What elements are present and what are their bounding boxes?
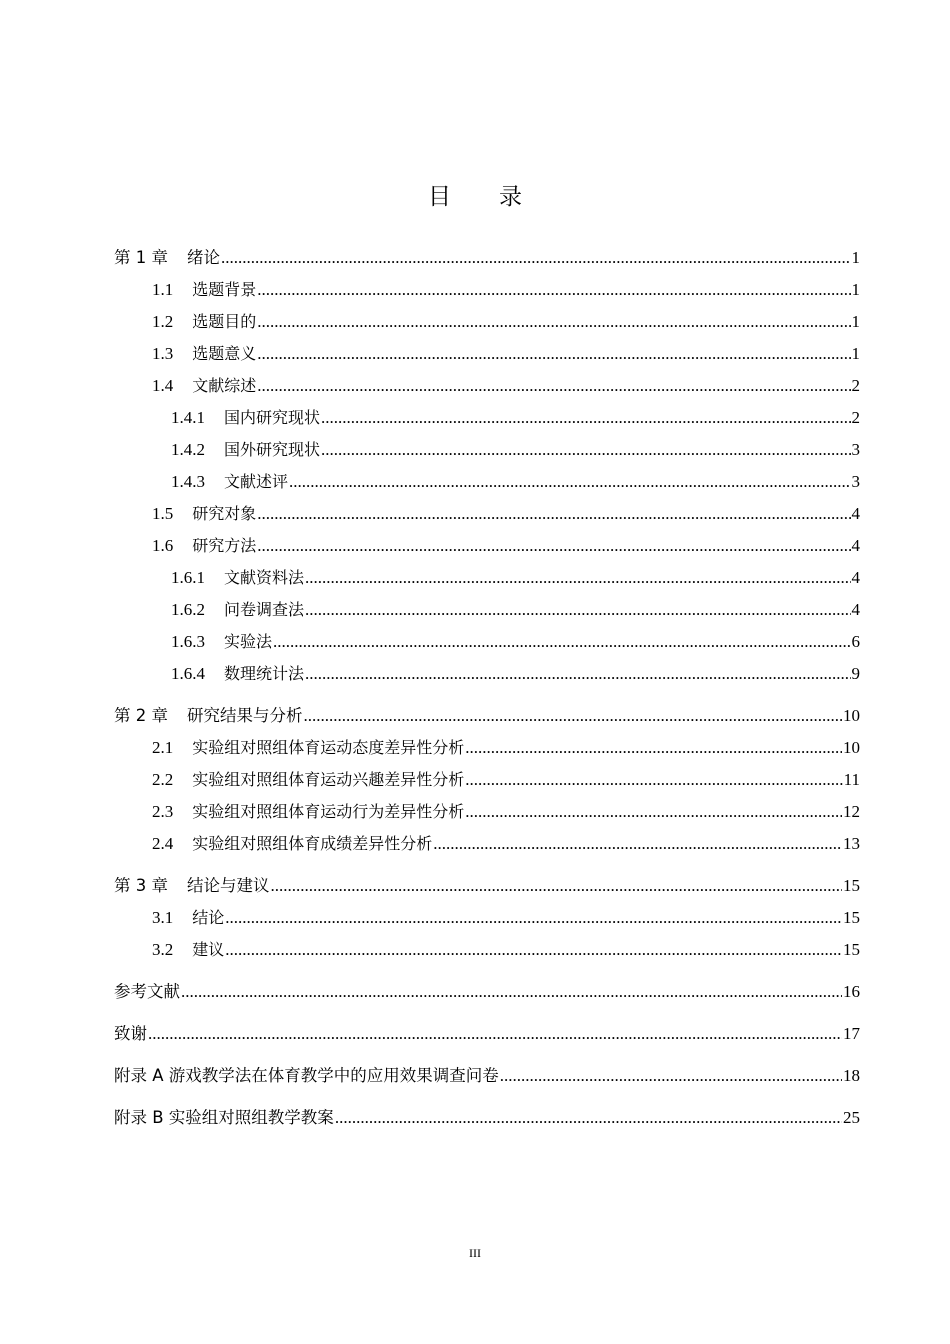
toc-entry-page: 2: [851, 376, 860, 395]
table-of-contents: [114, 242, 860, 1134]
toc-entry-number: 第 1 章: [114, 248, 168, 267]
toc-dot-leader: [271, 870, 843, 902]
toc-title: 目录: [428, 184, 570, 210]
toc-entry-number: 3.2: [152, 940, 174, 959]
toc-entry-number: 1.6.1: [171, 568, 205, 587]
toc-entry-page: 13: [843, 834, 860, 853]
toc-entry-title: 附录 A 游戏教学法在体育教学中的应用效果调查问卷: [114, 1066, 499, 1085]
toc-entry-number: 1.4.1: [171, 408, 205, 427]
toc-dot-leader: [465, 796, 842, 828]
toc-entry-page: 1: [851, 280, 860, 299]
toc-entry-title: 实验组对照组体育运动态度差异性分析: [192, 738, 465, 757]
toc-entry-page: 17: [843, 1024, 860, 1043]
toc-entry-page: 10: [843, 738, 860, 757]
toc-entry-number: 1.1: [152, 280, 174, 299]
toc-entry[interactable]: [114, 1060, 860, 1092]
toc-entry-number: 1.4: [152, 376, 174, 395]
toc-dot-leader: [273, 626, 850, 658]
toc-entry-page: 1: [851, 312, 860, 331]
toc-dot-leader: [257, 530, 850, 562]
toc-entry[interactable]: [114, 870, 860, 902]
toc-entry-title: 实验组对照组体育成绩差异性分析: [192, 834, 433, 853]
toc-entry[interactable]: [114, 562, 860, 594]
toc-entry-page: 15: [843, 876, 860, 895]
toc-entry[interactable]: [114, 530, 860, 562]
page-number: III: [469, 1246, 481, 1260]
toc-dot-leader: [321, 402, 850, 434]
toc-entry-page: 16: [843, 982, 860, 1001]
toc-entry-title: 问卷调查法: [224, 600, 305, 619]
toc-dot-leader: [305, 562, 850, 594]
toc-entry-number: 1.6.3: [171, 632, 205, 651]
toc-entry-page: 3: [851, 472, 860, 491]
toc-entry[interactable]: [114, 274, 860, 306]
toc-entry-number: 1.6: [152, 536, 174, 555]
toc-entry-page: 18: [843, 1066, 860, 1085]
toc-entry-title: 国外研究现状: [224, 440, 321, 459]
toc-entry[interactable]: [114, 828, 860, 860]
toc-entry-number: 1.4.3: [171, 472, 205, 491]
toc-entry-page: 2: [851, 408, 860, 427]
toc-dot-leader: [257, 338, 850, 370]
toc-entry-title: 选题意义: [192, 344, 257, 363]
toc-dot-leader: [225, 934, 842, 966]
toc-dot-leader: [304, 700, 843, 732]
toc-entry-page: 1: [851, 248, 860, 267]
toc-dot-leader: [148, 1018, 842, 1050]
toc-dot-leader: [181, 976, 842, 1008]
toc-entry[interactable]: [114, 594, 860, 626]
toc-entry-page: 6: [851, 632, 860, 651]
toc-entry-number: 2.1: [152, 738, 174, 757]
toc-dot-leader: [289, 466, 850, 498]
toc-entry-title: 数理统计法: [224, 664, 305, 683]
toc-entry[interactable]: [114, 732, 860, 764]
toc-entry-page: 9: [851, 664, 860, 683]
toc-entry[interactable]: [114, 498, 860, 530]
toc-dot-leader: [257, 274, 850, 306]
toc-entry-title: 实验法: [224, 632, 273, 651]
toc-entry-title: 绪论: [187, 248, 220, 267]
toc-entry-number: 1.3: [152, 344, 174, 363]
toc-entry[interactable]: [114, 902, 860, 934]
toc-entry-title: 实验组对照组体育运动行为差异性分析: [192, 802, 465, 821]
toc-entry-page: 4: [851, 536, 860, 555]
toc-entry[interactable]: [114, 700, 860, 732]
toc-dot-leader: [257, 370, 850, 402]
toc-entry-title: 附录 B 实验组对照组教学教案: [114, 1108, 334, 1127]
toc-entry-title: 实验组对照组体育运动兴趣差异性分析: [192, 770, 465, 789]
toc-entry-title: 选题背景: [192, 280, 257, 299]
toc-entry-title: 建议: [192, 940, 225, 959]
toc-entry-page: 15: [843, 908, 860, 927]
toc-entry[interactable]: [114, 1102, 860, 1134]
toc-entry-page: 4: [851, 568, 860, 587]
toc-entry-page: 25: [843, 1108, 860, 1127]
toc-entry-page: 4: [851, 504, 860, 523]
toc-entry[interactable]: [114, 658, 860, 690]
toc-dot-leader: [500, 1060, 842, 1092]
toc-entry-title: 研究方法: [192, 536, 257, 555]
toc-entry-title: 文献综述: [192, 376, 257, 395]
toc-entry-number: 2.3: [152, 802, 174, 821]
toc-dot-leader: [465, 764, 842, 796]
toc-entry[interactable]: [114, 242, 860, 274]
toc-entry-title: 文献资料法: [224, 568, 305, 587]
toc-entry-title: 结论与建议: [187, 876, 270, 895]
toc-dot-leader: [465, 732, 842, 764]
toc-entry[interactable]: [114, 306, 860, 338]
toc-entry[interactable]: [114, 402, 860, 434]
toc-entry-page: 4: [851, 600, 860, 619]
toc-entry-number: 1.6.2: [171, 600, 205, 619]
toc-entry[interactable]: [114, 434, 860, 466]
toc-entry-number: 1.2: [152, 312, 174, 331]
toc-entry-title: 选题目的: [192, 312, 257, 331]
toc-dot-leader: [221, 242, 851, 274]
toc-entry-page: 11: [843, 770, 860, 789]
toc-dot-leader: [225, 902, 842, 934]
toc-entry-number: 1.6.4: [171, 664, 205, 683]
toc-entry[interactable]: [114, 626, 860, 658]
toc-entry-number: 2.2: [152, 770, 174, 789]
toc-entry-page: 15: [843, 940, 860, 959]
toc-dot-leader: [335, 1102, 842, 1134]
toc-dot-leader: [305, 594, 850, 626]
toc-entry[interactable]: [114, 796, 860, 828]
toc-dot-leader: [305, 658, 850, 690]
toc-dot-leader: [321, 434, 850, 466]
toc-dot-leader: [433, 828, 842, 860]
toc-entry-title: 结论: [192, 908, 225, 927]
toc-entry-page: 10: [843, 706, 860, 725]
toc-entry-number: 1.5: [152, 504, 174, 523]
toc-entry-number: 第 2 章: [114, 706, 168, 725]
toc-entry-number: 2.4: [152, 834, 174, 853]
toc-entry-title: 研究结果与分析: [187, 706, 303, 725]
toc-dot-leader: [257, 498, 850, 530]
toc-entry-page: 1: [851, 344, 860, 363]
toc-entry-title: 国内研究现状: [224, 408, 321, 427]
toc-entry-title: 参考文献: [114, 982, 180, 1001]
toc-dot-leader: [257, 306, 850, 338]
toc-entry-number: 1.4.2: [171, 440, 205, 459]
toc-entry-number: 3.1: [152, 908, 174, 927]
toc-entry[interactable]: [114, 1018, 860, 1050]
toc-entry[interactable]: [114, 934, 860, 966]
toc-entry-title: 研究对象: [192, 504, 257, 523]
toc-entry[interactable]: [114, 976, 860, 1008]
toc-entry[interactable]: [114, 764, 860, 796]
toc-entry[interactable]: [114, 466, 860, 498]
toc-entry-page: 12: [843, 802, 860, 821]
toc-entry-title: 致谢: [114, 1024, 147, 1043]
toc-entry-page: 3: [851, 440, 860, 459]
toc-entry[interactable]: [114, 370, 860, 402]
toc-entry-title: 文献述评: [224, 472, 289, 491]
toc-entry-number: 第 3 章: [114, 876, 168, 895]
toc-entry[interactable]: [114, 338, 860, 370]
